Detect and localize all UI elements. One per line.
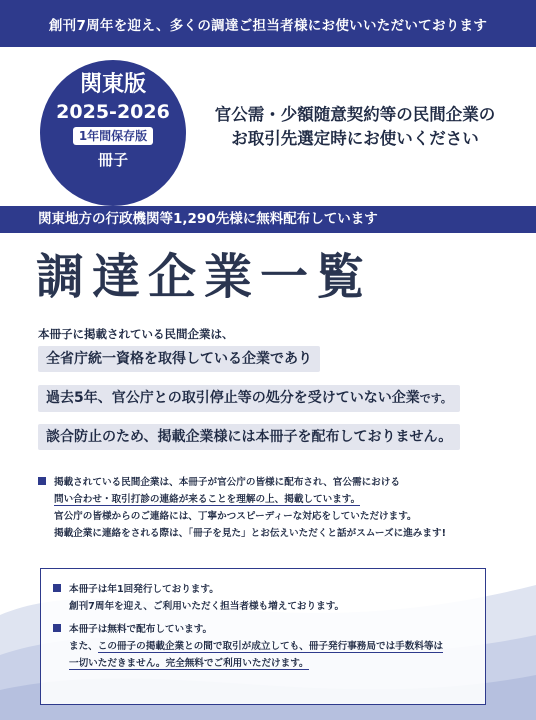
- top-banner: [0, 0, 536, 47]
- edition-retention-badge: 1年間保存版: [73, 127, 153, 145]
- square-bullet-icon: [53, 584, 61, 592]
- distribution-banner: [0, 206, 536, 233]
- info-item-2-title: 本冊子は無料で配布しています。: [69, 624, 213, 635]
- info-item-2-prefix: また、: [69, 641, 98, 652]
- square-bullet-icon: [53, 624, 61, 632]
- distribution-text: 関東地方の行政機関等1,290先様に無料配布しています: [38, 211, 378, 227]
- edition-region: 関東版: [79, 72, 146, 97]
- edition-years: 2025-2026: [56, 101, 170, 123]
- headline-line-2: お取引先選定時にお使いください: [231, 129, 479, 148]
- info-item-2: [53, 621, 471, 672]
- notice-line-2: [38, 491, 508, 508]
- info-item-2-underlined: この冊子の掲載企業との間で取引が成立しても、冊子発行事務局では手数料等は: [97, 641, 444, 652]
- notice-block: [38, 474, 508, 542]
- info-item-1-title: 本冊子は年1回発行しております。: [69, 584, 219, 595]
- condition-2-text: 過去5年、官公庁との取引停止等の処分を受けていない企業: [46, 390, 420, 406]
- info-item-2-line-2: [53, 638, 471, 655]
- notice-line-2-text: 問い合わせ・取引打診の連絡が来ることを理解の上、掲載しています。: [54, 494, 361, 505]
- headline-line-1: 官公需・少額随意契約等の民間企業の: [214, 105, 496, 124]
- top-banner-text: 創刊7周年を迎え、多くの調達ご担当者様にお使いいただいております: [48, 17, 488, 34]
- info-item-1-line-1: [53, 581, 471, 598]
- info-item-2-line-3: [53, 655, 471, 672]
- notice-line-1: [38, 474, 508, 491]
- condition-2-suffix: です。: [419, 392, 452, 405]
- info-item-1: [53, 581, 471, 615]
- condition-2: [38, 385, 460, 412]
- notice-line-4: 掲載企業に連絡をされる際は、「冊子を見た」とお伝えいただくと話がスムーズに進みます!: [54, 528, 446, 539]
- info-box: [40, 568, 486, 705]
- notice-line-3: 官公庁の皆様からのご連絡には、丁寧かつスピーディーな対応をしていただけます。: [54, 511, 417, 522]
- headline: [190, 103, 520, 151]
- condition-3: [38, 424, 460, 450]
- condition-1: [38, 346, 320, 372]
- notice-line-1-text: 掲載されている民間企業は、本冊子が官公庁の皆様に配布され、官公需における: [54, 477, 400, 488]
- info-item-2-line-3-text: 一切いただきません。完全無料でご利用いただけます。: [69, 658, 309, 669]
- page-title: 調達企業一覧: [36, 249, 373, 305]
- condition-3-text: 談合防止のため、掲載企業様には本冊子を配布しておりません。: [46, 429, 453, 445]
- square-bullet-icon: [38, 477, 46, 485]
- intro-text: 本冊子に掲載されている民間企業は、: [38, 327, 234, 341]
- info-item-1-line-2: 創刊7周年を迎え、ご利用いただく担当者様も増えております。: [69, 601, 345, 612]
- info-item-2-line-1: [53, 621, 471, 638]
- edition-badge-circle: [40, 60, 186, 206]
- condition-1-text: 全省庁統一資格を取得している企業であり: [46, 351, 312, 367]
- edition-format: 冊子: [97, 151, 128, 169]
